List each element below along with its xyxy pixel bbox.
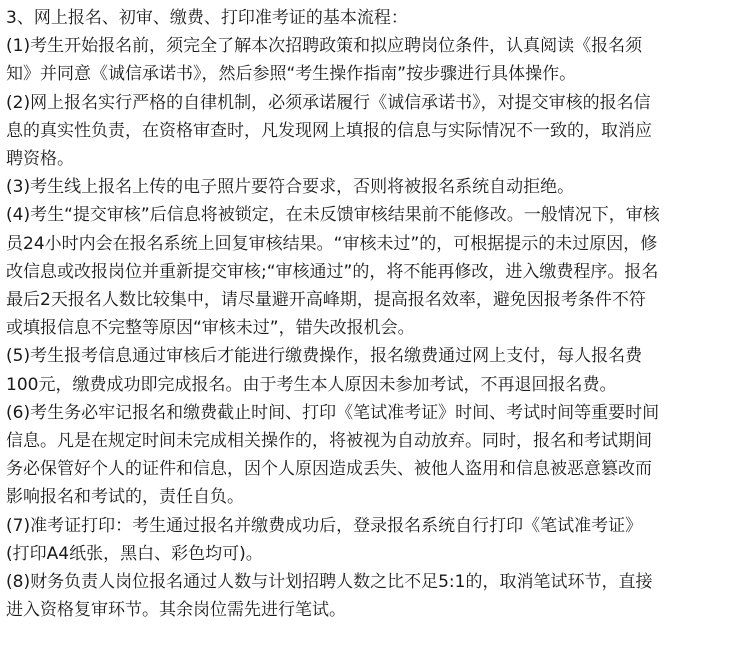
paragraph-3 [6,173,743,201]
paragraph-line: (打印A4纸张，黑白、彩色均可)。 [6,543,263,564]
paragraph-line: 改信息或改报岗位并重新提交审核;“审核通过”的，将不能再修改，进入缴费程序。报名 [6,261,659,282]
section-heading: 3、网上报名、初审、缴费、打印准考证的基本流程： [6,8,408,28]
paragraph-1 [6,32,743,88]
paragraph-line: 或填报信息不完整等原因“审核未过”，错失改报机会。 [6,318,415,339]
paragraph-line: 最后2天报名人数比较集中，请尽量避开高峰期，提高报名效率，避免因报考条件不符 [6,290,646,311]
paragraph-line: 知》并同意《诚信承诺书》，然后参照“考生操作指南”按步骤进行具体操作。 [6,64,577,85]
paragraph-line: (6)考生务必牢记报名和缴费截止时间、打印《笔试准考证》时间、考试时间等重要时间 [6,402,660,423]
paragraph-4 [6,201,743,342]
paragraph-line: (5)考生报考信息通过审核后才能进行缴费操作，报名缴费通过网上支付，每人报名费 [6,346,643,367]
paragraph-5 [6,342,743,398]
paragraph-line: 息的真实性负责，在资格审查时，凡发现网上填报的信息与实际情况不一致的，取消应 [6,120,652,141]
paragraph-8 [6,568,743,624]
paragraph-line: 员24小时内会在报名系统上回复审核结果。“审核未过”的，可根据提示的未过原因，修 [6,233,658,254]
paragraph-7 [6,512,743,568]
paragraph-line: (3)考生线上报名上传的电子照片要符合要求，否则将被报名系统自动拒绝。 [6,177,575,198]
paragraph-line: 聘资格。 [6,149,74,170]
paragraph-line: 影响报名和考试的，责任自负。 [6,487,244,508]
paragraph-6 [6,399,743,512]
paragraph-line: (8)财务负责人岗位报名通过人数与计划招聘人数之比不足5:1的，取消笔试环节，直接 [6,572,653,593]
paragraph-2 [6,89,743,174]
paragraph-line: (7)准考证打印：考生通过报名并缴费成功后，登录报名系统自行打印《笔试准考证》 [6,515,643,536]
paragraph-line: (1)考生开始报名前，须完全了解本次招聘政策和拟应聘岗位条件，认真阅读《报名须 [6,36,643,57]
paragraph-line: 信息。凡是在规定时间未完成相关操作的，将被视为自动放弃。同时，报名和考试期间 [6,431,652,452]
paragraph-line: (2)网上报名实行严格的自律机制，必须承诺履行《诚信承诺书》，对提交审核的报名信 [6,92,651,113]
paragraph-line: 100元，缴费成功即完成报名。由于考生本人原因未参加考试，不再退回报名费。 [6,374,617,395]
paragraph-line: 务必保管好个人的证件和信息，因个人原因造成丢失、被他人盗用和信息被恶意篡改而 [6,459,652,480]
paragraph-line: (4)考生“提交审核”后信息将被锁定，在未反馈审核结果前不能修改。一般情况下，审核 [6,205,660,226]
paragraph-line: 进入资格复审环节。其余岗位需先进行笔试。 [6,600,346,621]
